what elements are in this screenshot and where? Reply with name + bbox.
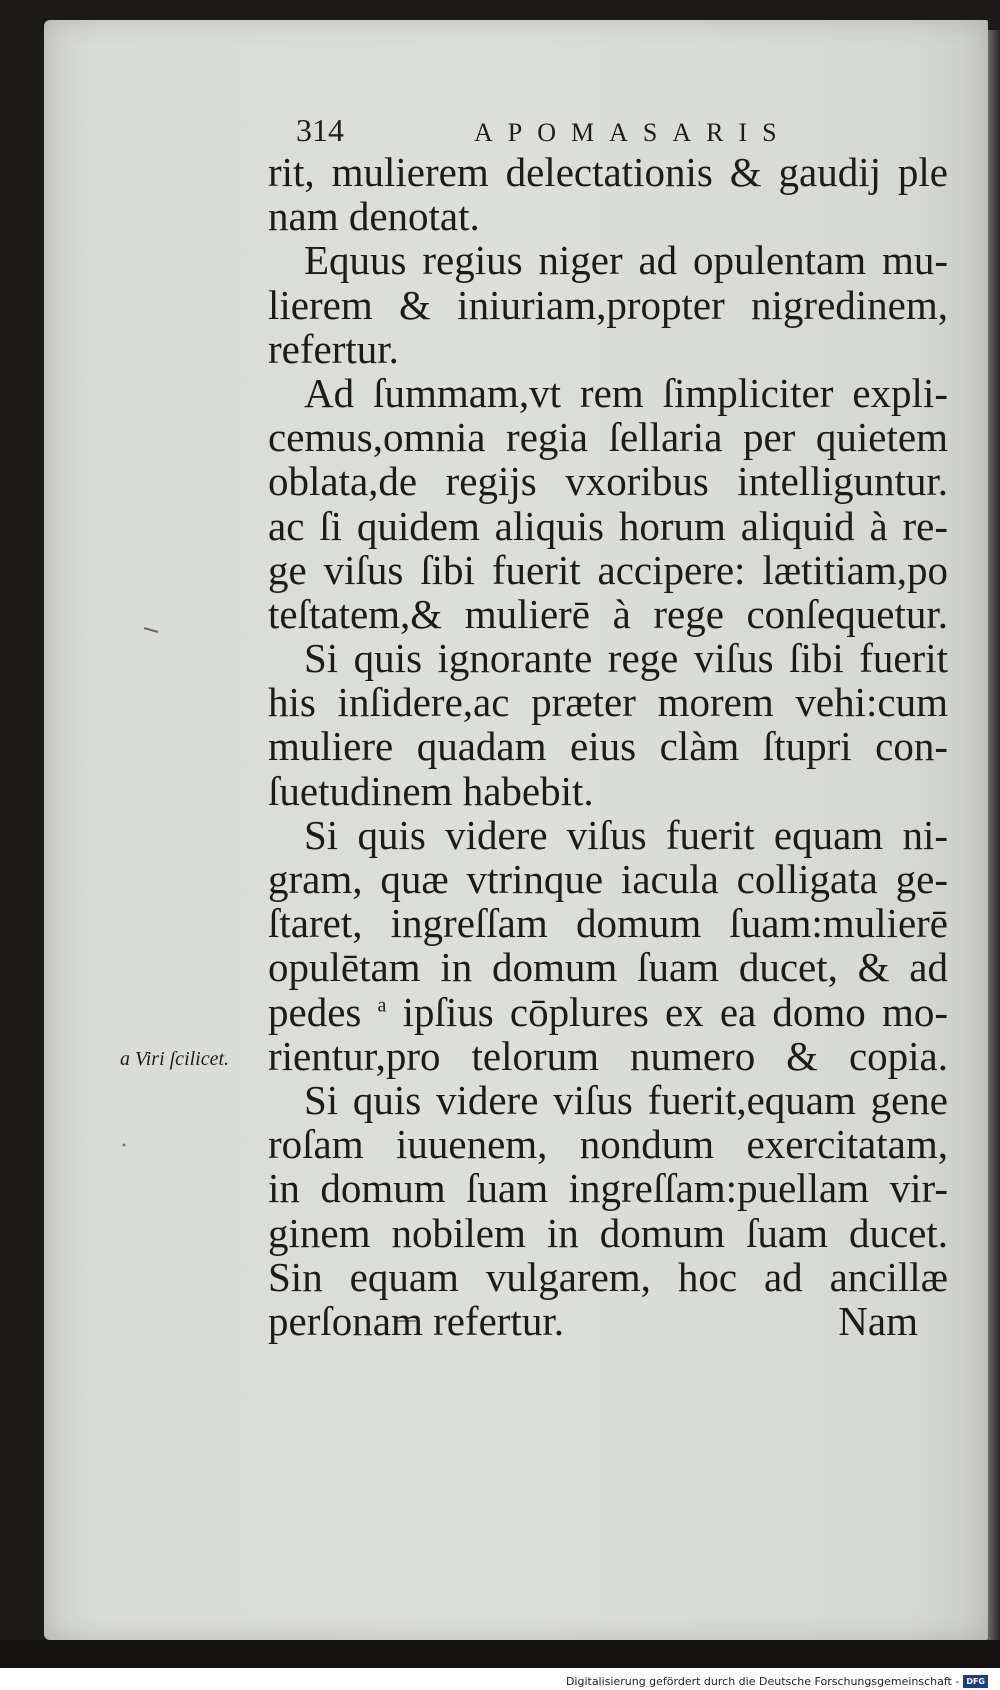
paragraph-start-line: Ad ſummam,vt rem ſimpliciter expli- [304,369,948,416]
text-line: refertur. [268,325,399,372]
text-line: in domum ſuam ingreſſam:puellam vir- [268,1165,948,1212]
body-text [268,150,948,1343]
text-line: ginem nobilem in domum ſuam ducet. [268,1209,948,1256]
text-line: ſuetudinem habebit. [268,767,594,814]
line-lead-word: pedes [268,988,362,1035]
text-line: his inſidere,ac præter morem vehi:cum [268,679,948,726]
text-line: rit, mulierem delectationis & gaudij ple [268,149,948,195]
text-line: perſonam refertur. [268,1297,564,1344]
text-line: cemus,omnia regia ſellaria per quietem [268,414,948,461]
text-line: ge viſus ſibi fuerit accipere: lætitiam,po [268,546,948,593]
paragraph-start-line: Sin equam vulgarem, hoc ad ancillæ [268,1253,948,1300]
last-line [268,1299,948,1343]
text-line: gram, quæ vtrinque iacula colligata ge- [268,856,948,902]
text-line: ſtaret, ingreſſam domum ſuam:mulierē [268,900,948,947]
running-title: APOMASARIS [474,118,792,147]
text-line: nam denotat. [268,193,480,240]
text-line: muliere quadam eius clàm ſtupri con- [268,723,948,770]
marginal-note: a Viri ſcilicet. [120,1048,230,1070]
catchword: Nam [838,1297,918,1344]
credit-text: Digitalisierung gefördert durch die Deutsche Forschungsgemeinschaft - [565,1674,960,1688]
dfg-logo-icon: DFG [963,1675,988,1688]
bottom-shadow [0,1640,1000,1668]
text-line: teſtatem,& mulierē à rege conſequetur. [268,590,948,637]
paragraph-start-line: Si quis ignorante rege viſus ſibi fuerit [304,635,948,682]
paragraph-start-line: Si quis videre viſus fuerit equam ni- [304,811,948,858]
text-line: lierem & iniuriam,propter nigredinem, [268,281,948,328]
line-rest: ipſius cōplures ex ea domo mo- [402,988,948,1035]
paragraph-start-line: Equus regius niger ad opulentam mu- [304,237,948,284]
digitization-credit [566,1674,988,1688]
text-line: rientur,pro telorum numero & copia. [268,1032,948,1079]
paragraph-start-line: Si quis videre viſus fuerit,equam gene [304,1076,948,1123]
page-edge-shadow [988,30,1000,1640]
text-line-with-footnote [268,990,948,1034]
text-line: ac ſi quidem aliquis horum aliquid à re- [268,502,948,549]
text-line: opulētam in domum ſuam ducet, & ad [268,944,948,991]
text-line: oblata,de regijs vxoribus intelliguntur. [268,458,948,505]
text-line: roſam iuuenem, nondum exercitatam, [268,1121,948,1168]
page-number: 314 [296,112,344,148]
footnote-marker: a [377,993,387,1016]
